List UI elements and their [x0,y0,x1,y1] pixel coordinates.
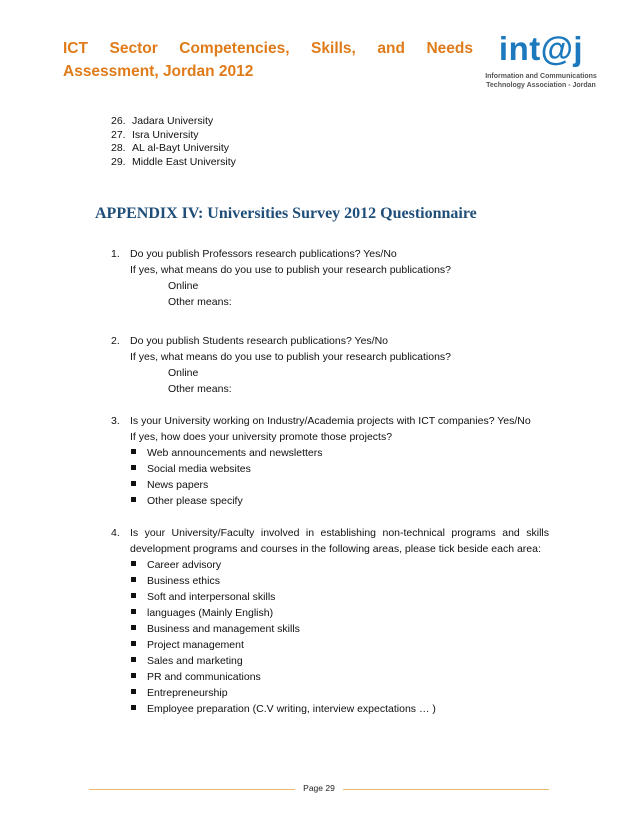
square-bullet-icon [131,657,136,662]
question-text: Is your University working on Industry/Academia projects with ICT companies? Yes/No [130,415,531,427]
question-number: 2. [111,335,120,347]
document-header-title: ICT Sector Competencies, Skills, and Needs Assessment, Jordan 2012 [63,40,473,80]
checklist-item [130,669,549,685]
checklist-item-label: News papers [147,479,209,491]
checklist-item-label: Business ethics [147,575,220,587]
logo-subtitle: Information and Communications Technology Association - Jordan [485,73,597,89]
checklist-item [130,573,549,589]
university-name: Jadara University [132,115,214,127]
square-bullet-icon [131,449,136,454]
question-4 [111,525,549,717]
logo-wordmark: int@j [498,30,584,67]
checklist-item [130,445,549,461]
question-number: 1. [111,248,120,260]
list-number: 27. [111,128,126,141]
list-item [111,129,236,143]
checklist-item-label: Career advisory [147,559,222,571]
intaj-logo [481,30,601,96]
checklist-item [130,637,549,653]
list-number: 26. [111,115,126,127]
square-bullet-icon [131,561,136,566]
question-2 [111,333,549,397]
checklist-item-label: Entrepreneurship [147,687,228,699]
square-bullet-icon [131,593,136,598]
footer-divider-right [343,789,549,790]
page-number: Page 29 [303,783,335,793]
university-name: Isra University [132,128,199,141]
footer-divider-left [89,789,295,790]
checklist-item [130,605,549,621]
question-subtext: If yes, what means do you use to publish your research publications? [130,351,452,363]
checklist-item [130,589,549,605]
checklist-item [130,461,549,477]
university-name: AL al-Bayt University [132,142,230,154]
checklist-item-label: Business and management skills [147,623,300,635]
question-text: Is your University/Faculty involved in establishing non-technical programs and skills development programs and courses in the following areas, please tick beside each area: [130,527,549,555]
square-bullet-icon [131,673,136,678]
checklist-item-label: Employee preparation (C.V writing, interview expectations … ) [147,703,436,715]
checklist-item-label: Sales and marketing [147,655,243,667]
question-subtext: If yes, what means do you use to publish your research publications? [130,264,452,276]
checklist-item-label: languages (Mainly English) [147,607,274,619]
checklist-item-label: Soft and interpersonal skills [147,591,276,603]
question-subtext: If yes, how does your university promote those projects? [130,431,393,443]
answer-option: Other means: [168,296,232,308]
question-number: 4. [111,527,120,539]
square-bullet-icon [131,625,136,630]
square-bullet-icon [131,577,136,582]
checklist-item-label: Web announcements and newsletters [147,447,323,459]
list-item [111,156,236,170]
square-bullet-icon [131,705,136,710]
checklist-item [130,685,549,701]
university-list [111,115,236,169]
list-number: 29. [111,155,126,168]
question-3 [111,413,549,509]
list-item [111,142,236,156]
square-bullet-icon [131,481,136,486]
answer-option: Online [168,280,199,292]
square-bullet-icon [131,465,136,470]
checklist-item [130,493,549,509]
square-bullet-icon [131,609,136,614]
checklist-item [130,701,549,717]
checklist-item [130,557,549,573]
checklist-item [130,477,549,493]
checklist-item-label: Other please specify [147,495,243,507]
checklist-item [130,621,549,637]
square-bullet-icon [131,689,136,694]
answer-option: Other means: [168,383,232,395]
list-item [111,115,236,129]
appendix-heading: APPENDIX IV: Universities Survey 2012 Questionnaire [95,205,477,222]
list-number: 28. [111,142,126,154]
question-1 [111,246,549,310]
checklist-item [130,653,549,669]
question-number: 3. [111,415,120,427]
question-text: Do you publish Students research publications? Yes/No [130,335,388,347]
checklist-item-label: Project management [147,639,244,651]
question-text: Do you publish Professors research publications? Yes/No [130,248,397,260]
answer-option: Online [168,367,199,379]
checklist-item-label: Social media websites [147,463,251,475]
square-bullet-icon [131,497,136,502]
square-bullet-icon [131,641,136,646]
university-name: Middle East University [132,155,236,168]
checklist-item-label: PR and communications [147,671,261,683]
